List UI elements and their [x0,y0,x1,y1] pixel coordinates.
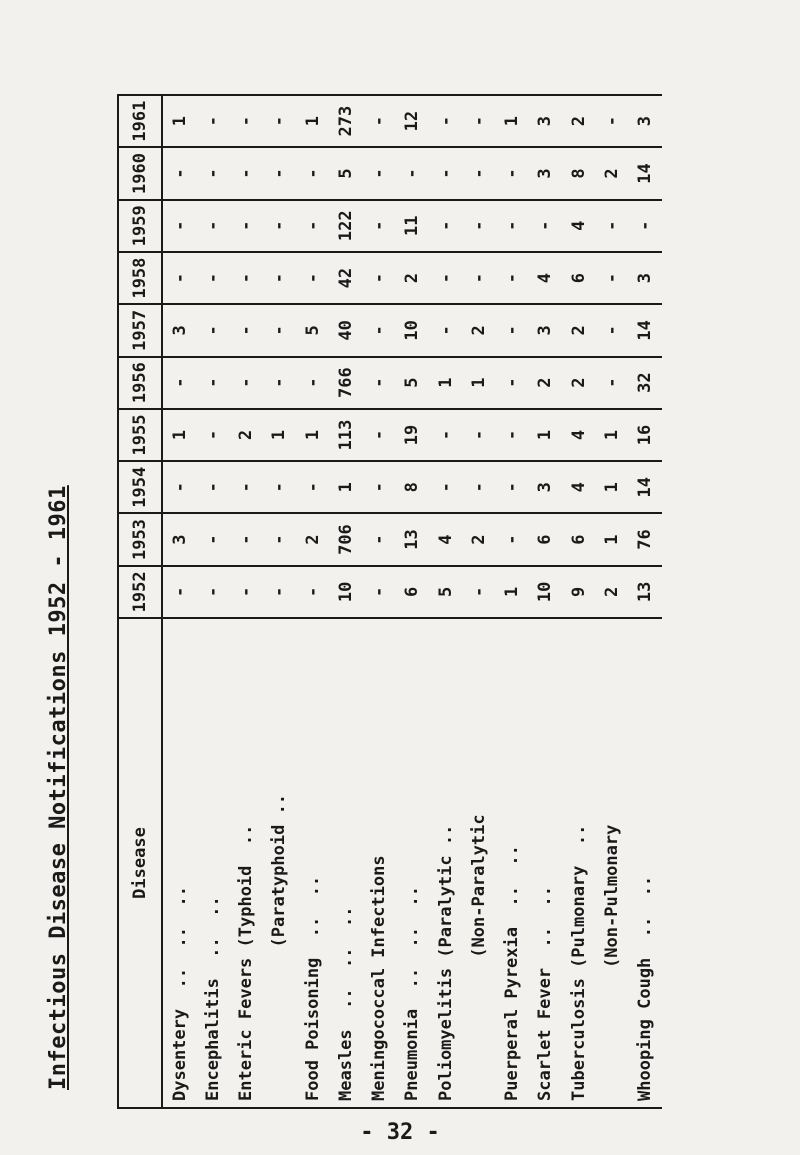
value-cell: - [230,461,263,513]
table-header-row [118,95,162,1108]
disease-name-cell: Puerperal Pyrexia .. .. [496,618,529,1108]
value-cell: - [196,409,229,461]
value-cell: 42 [329,252,362,304]
value-cell: - [595,200,628,252]
value-cell: - [230,95,263,147]
value-cell: 10 [329,566,362,618]
value-cell: 5 [329,147,362,199]
value-cell: - [230,200,263,252]
value-cell: - [629,200,662,252]
value-cell: - [296,461,329,513]
notifications-table [117,94,662,1109]
value-cell: 3 [629,252,662,304]
value-cell: - [263,95,296,147]
value-cell: - [162,200,196,252]
value-cell: 113 [329,409,362,461]
value-cell: - [595,304,628,356]
value-cell: 10 [396,304,429,356]
value-cell: - [296,566,329,618]
value-cell: 4 [562,200,595,252]
value-cell: - [363,409,396,461]
value-cell: - [429,200,462,252]
value-cell: - [196,147,229,199]
value-cell: 5 [429,566,462,618]
value-cell: - [595,357,628,409]
value-cell: - [363,357,396,409]
value-cell: - [462,95,495,147]
value-cell: 14 [629,147,662,199]
disease-name-cell: Measles .. .. .. [329,618,362,1108]
year-column-header: 1954 [118,461,162,513]
value-cell: 40 [329,304,362,356]
value-cell: - [162,566,196,618]
value-cell: - [230,566,263,618]
value-cell: - [162,252,196,304]
value-cell: - [263,357,296,409]
value-cell: 2 [562,304,595,356]
value-cell: - [162,147,196,199]
value-cell: 6 [529,513,562,565]
table-row [296,95,329,1108]
value-cell: - [263,200,296,252]
disease-name-cell: Poliomyelitis (Paralytic .. [429,618,462,1108]
disease-column-header: Disease [118,618,162,1108]
value-cell: - [296,252,329,304]
value-cell: 1 [263,409,296,461]
disease-name-cell: Tuberculosis (Pulmonary .. [562,618,595,1108]
value-cell: - [363,147,396,199]
value-cell: - [363,200,396,252]
value-cell: 1 [496,95,529,147]
value-cell: 2 [296,513,329,565]
value-cell: 1 [296,95,329,147]
value-cell: 1 [595,513,628,565]
value-cell: 4 [429,513,462,565]
value-cell: - [462,147,495,199]
table-row [230,95,263,1108]
value-cell: - [595,95,628,147]
value-cell: 122 [329,200,362,252]
disease-name-cell: Meningococcal Infections [363,618,396,1108]
value-cell: 4 [562,461,595,513]
value-cell: - [363,566,396,618]
table-row [329,95,362,1108]
value-cell: 14 [629,461,662,513]
value-cell: - [496,200,529,252]
year-column-header: 1961 [118,95,162,147]
value-cell: - [263,252,296,304]
value-cell: - [230,357,263,409]
value-cell: 8 [396,461,429,513]
value-cell: 14 [629,304,662,356]
value-cell: - [429,147,462,199]
value-cell: - [196,357,229,409]
value-cell: - [429,461,462,513]
value-cell: 3 [529,304,562,356]
table-row [462,95,495,1108]
value-cell: - [196,566,229,618]
value-cell: - [196,461,229,513]
table-container [117,94,800,1101]
value-cell: 2 [595,147,628,199]
value-cell: - [496,147,529,199]
value-cell: - [396,147,429,199]
value-cell: 3 [529,95,562,147]
value-cell: - [496,304,529,356]
table-body [162,95,662,1108]
rotated-table [117,94,662,1109]
value-cell: 1 [529,409,562,461]
value-cell: - [429,304,462,356]
value-cell: - [263,513,296,565]
value-cell: 3 [529,461,562,513]
table-row [562,95,595,1108]
value-cell: 6 [562,252,595,304]
value-cell: - [429,252,462,304]
table-row [196,95,229,1108]
year-column-header: 1955 [118,409,162,461]
value-cell: 4 [562,409,595,461]
value-cell: 11 [396,200,429,252]
year-column-header: 1958 [118,252,162,304]
value-cell: 2 [462,304,495,356]
value-cell: - [595,252,628,304]
value-cell: - [263,566,296,618]
value-cell: 2 [529,357,562,409]
value-cell: - [429,95,462,147]
value-cell: 2 [396,252,429,304]
disease-name-cell: Food Poisoning .. .. [296,618,329,1108]
table-row [429,95,462,1108]
value-cell: - [462,409,495,461]
value-cell: 2 [562,357,595,409]
value-cell: 3 [162,513,196,565]
value-cell: - [363,95,396,147]
table-row [396,95,429,1108]
table-row [629,95,662,1108]
value-cell: - [462,461,495,513]
value-cell: - [196,200,229,252]
value-cell: - [296,200,329,252]
value-cell: 13 [396,513,429,565]
value-cell: 9 [562,566,595,618]
value-cell: 1 [595,409,628,461]
table-row [162,95,196,1108]
value-cell: 3 [162,304,196,356]
year-column-header: 1960 [118,147,162,199]
value-cell: 1 [162,409,196,461]
value-cell: 3 [529,147,562,199]
disease-name-cell: Whooping Cough .. .. [629,618,662,1108]
value-cell: 10 [529,566,562,618]
value-cell: 3 [629,95,662,147]
value-cell: 1 [429,357,462,409]
value-cell: 6 [562,513,595,565]
value-cell: 1 [162,95,196,147]
value-cell: - [462,200,495,252]
value-cell: - [196,95,229,147]
value-cell: 13 [629,566,662,618]
value-cell: - [496,357,529,409]
disease-name-cell: (Paratyphoid .. [263,618,296,1108]
value-cell: - [363,304,396,356]
page-heading-text: Infectious Disease Notifications 1952 - 1961 [46,485,71,1090]
value-cell: 1 [329,461,362,513]
value-cell: - [263,147,296,199]
value-cell: - [429,409,462,461]
disease-name-cell: Scarlet Fever .. .. [529,618,562,1108]
value-cell: 6 [396,566,429,618]
value-cell: - [496,252,529,304]
value-cell: - [363,252,396,304]
table-row [496,95,529,1108]
value-cell: 32 [629,357,662,409]
table-row [595,95,628,1108]
disease-name-cell: Pneumonia .. .. .. [396,618,429,1108]
value-cell: 2 [562,95,595,147]
value-cell: - [529,200,562,252]
year-column-header: 1956 [118,357,162,409]
year-column-header: 1957 [118,304,162,356]
value-cell: 5 [296,304,329,356]
value-cell: 8 [562,147,595,199]
value-cell: - [196,252,229,304]
value-cell: 5 [396,357,429,409]
value-cell: 12 [396,95,429,147]
disease-name-cell: (Non-Pulmonary [595,618,628,1108]
value-cell: - [263,461,296,513]
disease-name-cell: (Non-Paralytic [462,618,495,1108]
value-cell: 1 [462,357,495,409]
value-cell: - [496,461,529,513]
value-cell: - [230,147,263,199]
value-cell: - [296,357,329,409]
year-column-header: 1959 [118,200,162,252]
value-cell: - [263,304,296,356]
value-cell: - [230,252,263,304]
year-column-header: 1952 [118,566,162,618]
value-cell: - [230,304,263,356]
value-cell: - [162,357,196,409]
page-number: - 32 - [360,1120,440,1145]
year-column-header: 1953 [118,513,162,565]
value-cell: 273 [329,95,362,147]
value-cell: 1 [595,461,628,513]
value-cell: 2 [462,513,495,565]
value-cell: 1 [296,409,329,461]
value-cell: - [196,304,229,356]
value-cell: 19 [396,409,429,461]
value-cell: 4 [529,252,562,304]
value-cell: 76 [629,513,662,565]
value-cell: 2 [595,566,628,618]
value-cell: - [363,513,396,565]
value-cell: - [496,409,529,461]
value-cell: - [363,461,396,513]
table-row [363,95,396,1108]
value-cell: - [230,513,263,565]
table-row [529,95,562,1108]
disease-name-cell: Enteric Fevers (Typhoid .. [230,618,263,1108]
value-cell: 1 [496,566,529,618]
value-cell: - [162,461,196,513]
value-cell: 16 [629,409,662,461]
value-cell: - [296,147,329,199]
value-cell: 706 [329,513,362,565]
value-cell: 2 [230,409,263,461]
disease-name-cell: Encephalitis .. .. [196,618,229,1108]
table-row [263,95,296,1108]
value-cell: 766 [329,357,362,409]
disease-name-cell: Dysentery .. .. .. [162,618,196,1108]
value-cell: - [462,252,495,304]
value-cell: - [496,513,529,565]
value-cell: - [462,566,495,618]
value-cell: - [196,513,229,565]
